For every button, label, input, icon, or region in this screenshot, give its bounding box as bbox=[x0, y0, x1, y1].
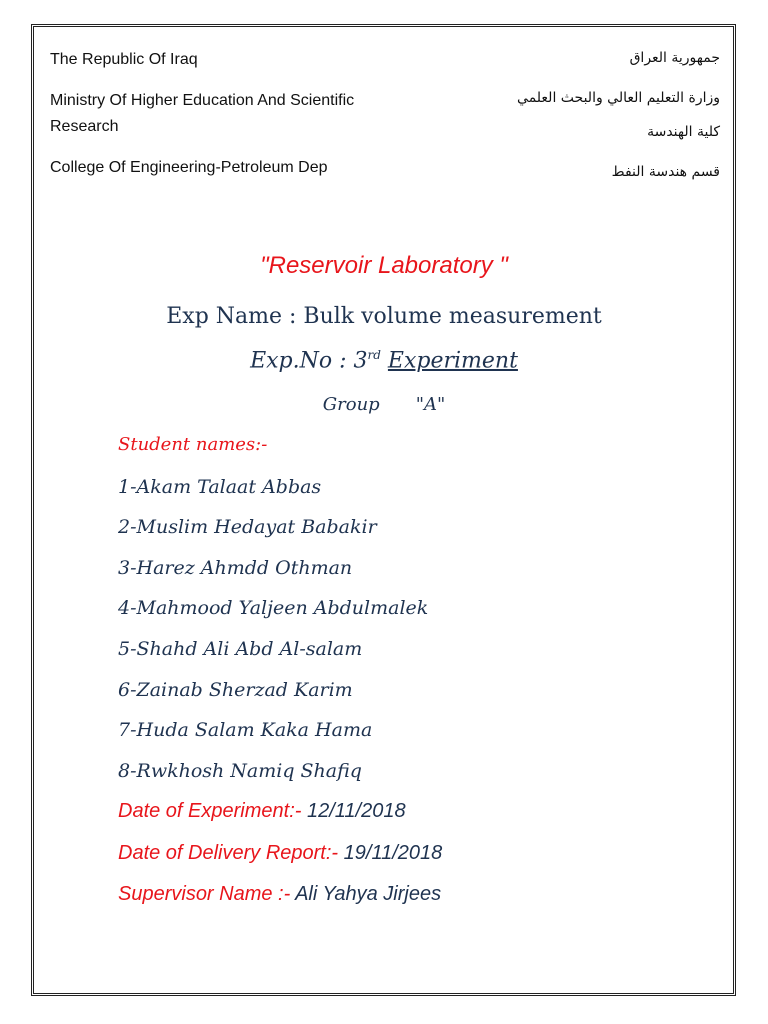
date-of-experiment bbox=[118, 800, 406, 823]
experiment-name: Exp Name : Bulk volume measurement bbox=[166, 304, 602, 329]
group-label: Group bbox=[322, 394, 380, 415]
supervisor-label: Supervisor Name :- bbox=[118, 883, 291, 905]
student-name: 7-Huda Salam Kaka Hama bbox=[118, 719, 373, 741]
header-department-ar: قسم هندسة النفط bbox=[611, 164, 720, 180]
student-name: 1-Akam Talaat Abbas bbox=[118, 476, 322, 498]
student-name: 2-Muslim Hedayat Babakir bbox=[118, 516, 377, 538]
group-line bbox=[0, 394, 768, 415]
header-ministry: Ministry Of Higher Education And Scientific bbox=[50, 92, 355, 109]
experiment-number-prefix: Exp.No : 3 bbox=[250, 348, 368, 374]
supervisor-value: Ali Yahya Jirjees bbox=[290, 883, 442, 905]
date-of-delivery-label: Date of Delivery Report:- bbox=[118, 842, 339, 864]
experiment-word: Experiment bbox=[387, 348, 518, 374]
date-of-delivery bbox=[118, 842, 442, 865]
header-college-ar: كلية الهندسة bbox=[647, 124, 720, 140]
student-name: 4-Mahmood Yaljeen Abdulmalek bbox=[118, 597, 429, 619]
header-ministry-ar: وزارة التعليم العالي والبحث العلمي bbox=[517, 90, 720, 106]
date-of-delivery-value: 19/11/2018 bbox=[338, 842, 443, 864]
student-name: 5-Shahd Ali Abd Al-salam bbox=[118, 638, 363, 660]
lab-title: "Reservoir Laboratory " bbox=[260, 252, 508, 279]
student-name: 6-Zainab Sherzad Karim bbox=[118, 679, 353, 701]
student-names-label: Student names:- bbox=[118, 434, 268, 455]
header-college: College Of Engineering-Petroleum Dep bbox=[50, 159, 328, 176]
student-name: 8-Rwkhosh Namiq Shafiq bbox=[118, 760, 362, 782]
experiment-number bbox=[0, 348, 768, 373]
date-of-experiment-value: 12/11/2018 bbox=[301, 800, 406, 822]
header-ministry-cont: Research bbox=[50, 118, 119, 135]
student-name: 3-Harez Ahmdd Othman bbox=[118, 557, 353, 579]
experiment-number-suffix: rd bbox=[367, 348, 381, 362]
supervisor bbox=[118, 883, 441, 906]
group-value: "A" bbox=[415, 394, 446, 415]
date-of-experiment-label: Date of Experiment:- bbox=[118, 800, 302, 822]
header-republic-ar: جمهورية العراق bbox=[629, 50, 720, 66]
header-republic: The Republic Of Iraq bbox=[50, 51, 198, 68]
